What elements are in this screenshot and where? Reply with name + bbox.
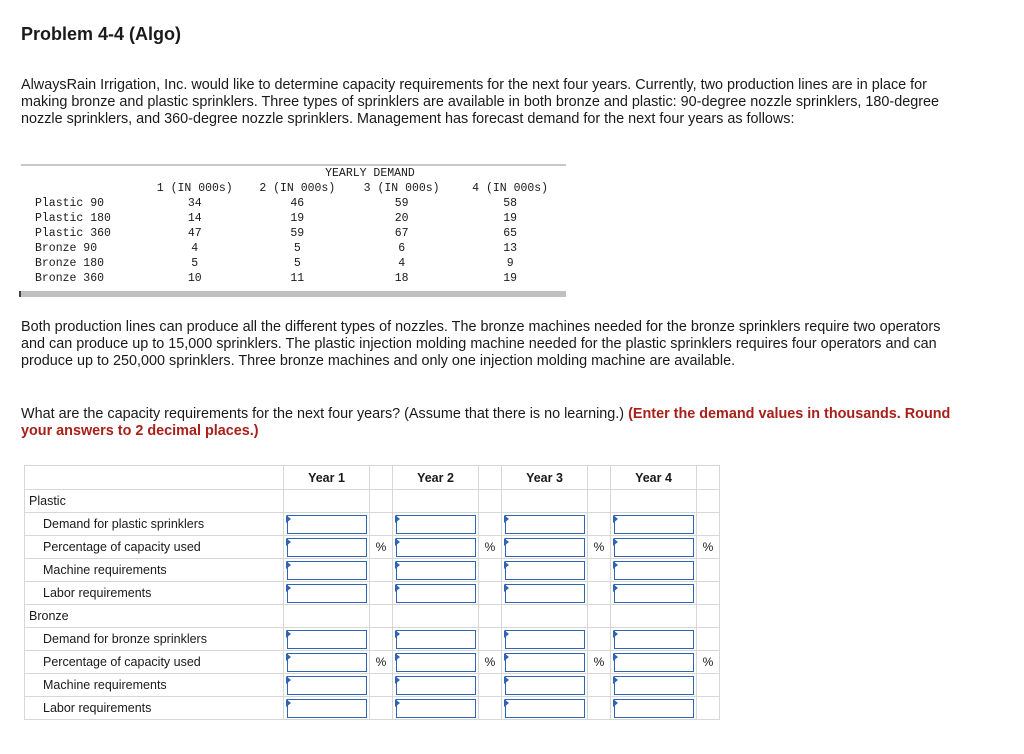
- percent-sign: %: [479, 536, 502, 559]
- input-flag-icon: [395, 515, 400, 523]
- table-row: [21, 211, 566, 226]
- plastic-pct-year-1-input[interactable]: [287, 538, 367, 557]
- cell: 4: [191, 242, 199, 255]
- demand-header-top: YEARLY DEMAND: [325, 167, 415, 180]
- input-flag-icon: [504, 584, 509, 592]
- instruction-text: (Enter the demand values in thousands. Round your answers to 2 decimal places.): [21, 406, 951, 440]
- row-label: Plastic 360: [35, 227, 111, 240]
- cell: 19: [503, 272, 518, 285]
- input-flag-icon: [504, 653, 509, 661]
- col-header-4: 4 (IN 000s): [472, 182, 549, 195]
- percent-sign: %: [370, 536, 393, 559]
- bronze-labor-year-1-input[interactable]: [287, 699, 367, 718]
- year-2-header: Year 2: [393, 466, 479, 490]
- plastic-demand-year-2-input[interactable]: [396, 515, 476, 534]
- cell: 59: [290, 227, 305, 240]
- percent-sign: %: [588, 536, 611, 559]
- intro-paragraph: AlwaysRain Irrigation, Inc. would like to determine capacity requirements for the next four years. Currently, two production lines are in place for making bronze and plastic sprinklers. Three types of sprinklers are available in both bronze and plastic: 90-degree nozzle sprinklers, 180-degree nozzle sprinklers, and 360-degree nozzle sprinklers. Management has forecast demand for the next four years as follows:: [21, 77, 940, 128]
- cell: 19: [290, 212, 305, 225]
- row-label: Bronze 180: [35, 257, 105, 270]
- plastic-machine-year-3-input[interactable]: [505, 561, 585, 580]
- bronze-labor-year-4-input[interactable]: [614, 699, 694, 718]
- cell: 4: [398, 257, 406, 270]
- row-label: Bronze 90: [35, 242, 98, 255]
- year-4-header: Year 4: [611, 466, 697, 490]
- bronze-pct-year-2-input[interactable]: [396, 653, 476, 672]
- cell: 5: [191, 257, 199, 270]
- input-flag-icon: [613, 515, 618, 523]
- cell: 34: [187, 197, 202, 210]
- plastic-labor-year-3-input[interactable]: [505, 584, 585, 603]
- input-flag-icon: [286, 515, 291, 523]
- cell: 11: [290, 272, 305, 285]
- cell: 10: [187, 272, 202, 285]
- input-flag-icon: [286, 676, 291, 684]
- plastic-pct-year-2-input[interactable]: [396, 538, 476, 557]
- row-label: Demand for bronze sprinklers: [25, 628, 284, 651]
- cell: 59: [394, 197, 409, 210]
- row-label: Labor requirements: [25, 697, 284, 720]
- input-flag-icon: [504, 538, 509, 546]
- section-heading-plastic: Plastic: [25, 490, 284, 513]
- table-left-tick: [19, 291, 21, 297]
- plastic-machine-year-2-input[interactable]: [396, 561, 476, 580]
- cell: 18: [394, 272, 409, 285]
- row-label: Bronze 360: [35, 272, 105, 285]
- percent-sign: %: [697, 536, 720, 559]
- input-flag-icon: [286, 584, 291, 592]
- plastic-labor-year-1-input[interactable]: [287, 584, 367, 603]
- bronze-machine-year-4-input[interactable]: [614, 676, 694, 695]
- answer-row: [25, 651, 720, 674]
- percent-sign: %: [370, 651, 393, 674]
- cell: 19: [503, 212, 518, 225]
- input-flag-icon: [395, 630, 400, 638]
- bronze-demand-year-1-input[interactable]: [287, 630, 367, 649]
- input-flag-icon: [395, 584, 400, 592]
- col-header-2: 2 (IN 000s): [259, 182, 336, 195]
- table-row: [21, 256, 566, 271]
- question-paragraph: [21, 406, 951, 440]
- cell: 6: [398, 242, 406, 255]
- bronze-pct-year-4-input[interactable]: [614, 653, 694, 672]
- input-flag-icon: [504, 630, 509, 638]
- input-flag-icon: [395, 561, 400, 569]
- input-flag-icon: [504, 699, 509, 707]
- cell: 58: [503, 197, 518, 210]
- cell: 5: [293, 257, 301, 270]
- row-label: Machine requirements: [25, 674, 284, 697]
- plastic-labor-year-2-input[interactable]: [396, 584, 476, 603]
- input-flag-icon: [504, 515, 509, 523]
- table-row: [21, 196, 566, 211]
- row-label: Percentage of capacity used: [25, 536, 284, 559]
- answer-row: [25, 674, 720, 697]
- question-text: What are the capacity requirements for the next four years? (Assume that there is no learning.): [21, 406, 625, 422]
- answer-row: [25, 582, 720, 605]
- capacity-paragraph: Both production lines can produce all the different types of nozzles. The bronze machines needed for the bronze sprinklers require two operators and can produce up to 15,000 sprinklers. The plastic injection molding machine needed for the plastic sprinklers requires four operators and can produce up to 250,000 sprinklers. Three bronze machines and only one injection molding machine are available.: [21, 319, 941, 370]
- table-row: [21, 226, 566, 241]
- plastic-demand-year-4-input[interactable]: [614, 515, 694, 534]
- cell: 47: [187, 227, 202, 240]
- bronze-demand-year-2-input[interactable]: [396, 630, 476, 649]
- section-heading-bronze: Bronze: [25, 605, 284, 628]
- cell: 65: [503, 227, 518, 240]
- cell: 46: [290, 197, 305, 210]
- input-flag-icon: [613, 699, 618, 707]
- input-flag-icon: [395, 699, 400, 707]
- yearly-demand-table: [21, 164, 566, 297]
- input-flag-icon: [286, 538, 291, 546]
- bronze-pct-year-3-input[interactable]: [505, 653, 585, 672]
- percent-sign: %: [479, 651, 502, 674]
- bronze-labor-year-3-input[interactable]: [505, 699, 585, 718]
- answer-row: [25, 628, 720, 651]
- input-flag-icon: [286, 653, 291, 661]
- input-flag-icon: [613, 630, 618, 638]
- bronze-demand-year-4-input[interactable]: [614, 630, 694, 649]
- percent-sign: %: [697, 651, 720, 674]
- plastic-machine-year-4-input[interactable]: [614, 561, 694, 580]
- input-flag-icon: [613, 676, 618, 684]
- input-flag-icon: [286, 561, 291, 569]
- plastic-pct-year-4-input[interactable]: [614, 538, 694, 557]
- cell: 67: [394, 227, 409, 240]
- cell: 5: [293, 242, 301, 255]
- plastic-machine-year-1-input[interactable]: [287, 561, 367, 580]
- input-flag-icon: [395, 538, 400, 546]
- bronze-pct-year-1-input[interactable]: [287, 653, 367, 672]
- input-flag-icon: [395, 676, 400, 684]
- input-flag-icon: [613, 561, 618, 569]
- input-flag-icon: [286, 630, 291, 638]
- input-flag-icon: [613, 584, 618, 592]
- cell: 20: [394, 212, 409, 225]
- input-flag-icon: [613, 538, 618, 546]
- input-flag-icon: [504, 561, 509, 569]
- input-flag-icon: [395, 653, 400, 661]
- cell: 9: [506, 257, 514, 270]
- input-flag-icon: [613, 653, 618, 661]
- problem-title: Problem 4-4 (Algo): [21, 24, 182, 44]
- input-flag-icon: [286, 699, 291, 707]
- table-row: [21, 271, 566, 286]
- answer-row: [25, 536, 720, 559]
- plastic-demand-year-1-input[interactable]: [287, 515, 367, 534]
- answer-row: [25, 513, 720, 536]
- col-header-3: 3 (IN 000s): [363, 182, 440, 195]
- plastic-pct-year-3-input[interactable]: [505, 538, 585, 557]
- bronze-machine-year-2-input[interactable]: [396, 676, 476, 695]
- plastic-demand-year-3-input[interactable]: [505, 515, 585, 534]
- row-label: Plastic 180: [35, 212, 111, 225]
- cell: 14: [187, 212, 202, 225]
- answer-row: [25, 559, 720, 582]
- table-bottom-bar: [21, 291, 566, 297]
- bronze-demand-year-3-input[interactable]: [505, 630, 585, 649]
- row-label: Demand for plastic sprinklers: [25, 513, 284, 536]
- answer-grid: [24, 465, 720, 720]
- table-row: [21, 241, 566, 256]
- bronze-machine-year-1-input[interactable]: [287, 676, 367, 695]
- row-label: Plastic 90: [35, 197, 105, 210]
- year-1-header: Year 1: [284, 466, 370, 490]
- row-label: Percentage of capacity used: [25, 651, 284, 674]
- percent-sign: %: [588, 651, 611, 674]
- plastic-labor-year-4-input[interactable]: [614, 584, 694, 603]
- col-header-1: 1 (IN 000s): [156, 182, 233, 195]
- year-3-header: Year 3: [502, 466, 588, 490]
- cell: 13: [503, 242, 518, 255]
- row-label: Machine requirements: [25, 559, 284, 582]
- bronze-machine-year-3-input[interactable]: [505, 676, 585, 695]
- row-label: Labor requirements: [25, 582, 284, 605]
- input-flag-icon: [504, 676, 509, 684]
- bronze-labor-year-2-input[interactable]: [396, 699, 476, 718]
- answer-row: [25, 697, 720, 720]
